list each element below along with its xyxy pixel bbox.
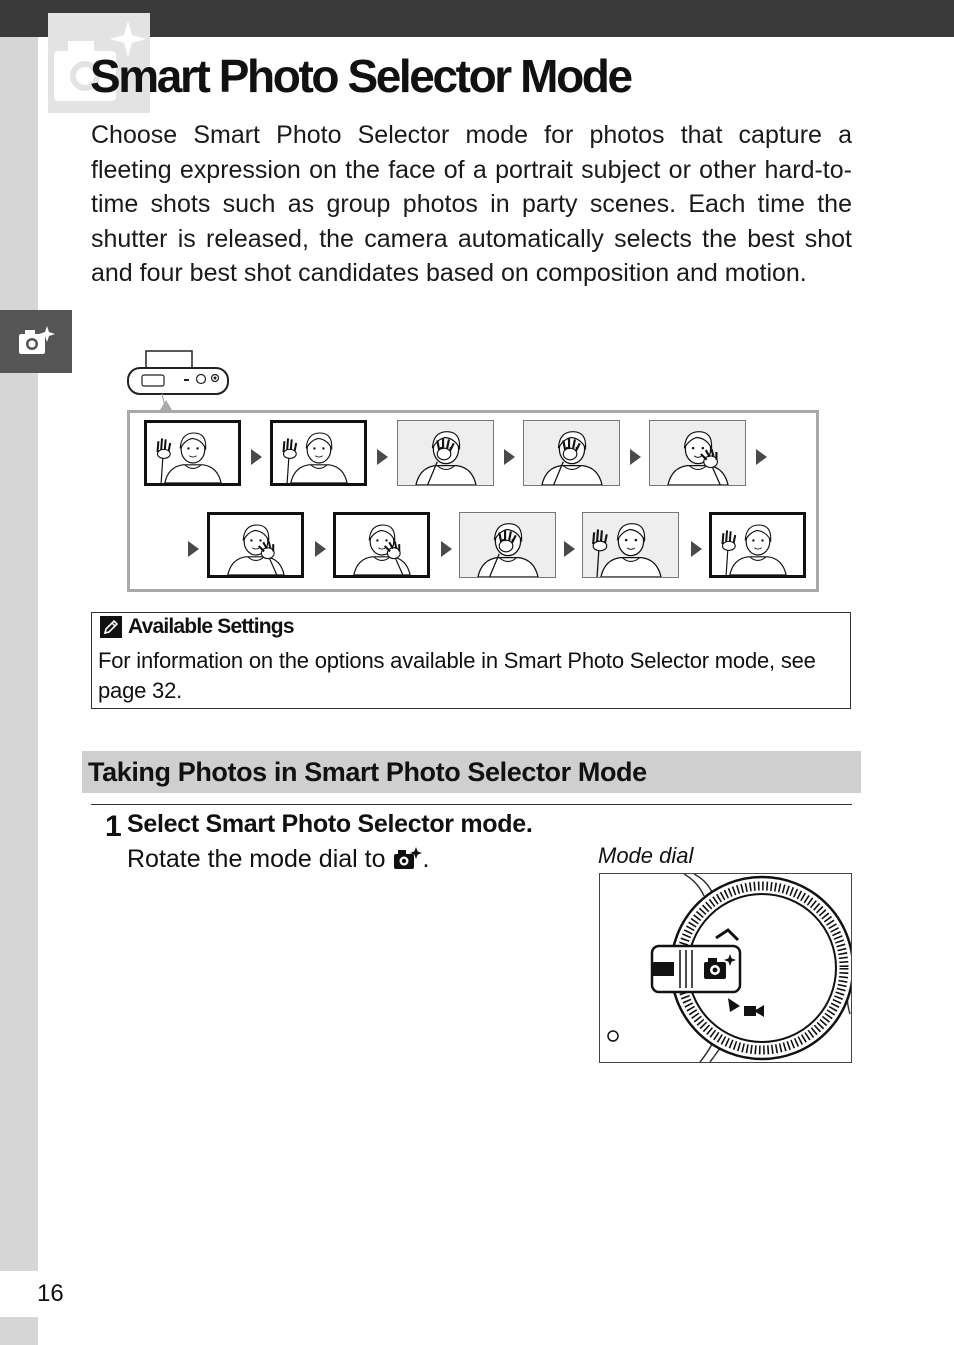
row2-frame-5-selected — [709, 512, 806, 578]
sequence-arrow-icon — [315, 541, 326, 557]
sequence-arrow-icon — [630, 449, 641, 465]
sequence-arrow-icon — [504, 449, 515, 465]
row2-frame-3-candidate — [459, 512, 556, 578]
capture-sequence-diagram — [127, 410, 819, 592]
step-number: 1 — [105, 810, 121, 843]
intro-paragraph: Choose Smart Photo Selector mode for photos that capture a fleeting expression on the face of a portrait subject or other hard-to-time shots such as group photos in party scenes. Each time the shutter is released, the camera automatically selects the best shot and four best shot candidates based on composition and motion. — [91, 121, 852, 288]
sequence-arrow-icon — [377, 449, 388, 465]
row1-frame-1-selected — [144, 420, 241, 486]
step-body — [127, 843, 429, 875]
row1-frame-4-candidate — [523, 420, 620, 486]
section-rule — [91, 804, 852, 805]
step-title: Select Smart Photo Selector mode. — [127, 810, 533, 838]
section-title: Taking Photos in Smart Photo Selector Mode — [88, 757, 647, 787]
smart-photo-selector-icon — [16, 324, 56, 360]
sequence-arrow-icon — [564, 541, 575, 557]
note-text: For information on the options available in Smart Photo Selector mode, see page 32. — [98, 648, 816, 703]
sequence-arrow-icon — [691, 541, 702, 557]
sequence-arrow-icon — [441, 541, 452, 557]
left-margin-strip — [0, 37, 38, 1271]
pencil-icon — [100, 616, 122, 638]
left-margin-strip-bottom — [0, 1317, 38, 1345]
mode-dial-illustration — [599, 873, 852, 1063]
row1-frame-2-selected — [270, 420, 367, 486]
row2-frame-1-selected — [207, 512, 304, 578]
note-header — [100, 615, 294, 639]
note-title: Available Settings — [128, 615, 294, 638]
available-settings-note — [91, 612, 851, 709]
row2-frame-2-selected — [333, 512, 430, 578]
sequence-arrow-icon — [756, 449, 767, 465]
step-body-text: Rotate the mode dial to — [127, 845, 386, 873]
page-title: Smart Photo Selector Mode — [90, 50, 631, 102]
page-number: 16 — [37, 1280, 64, 1307]
chapter-tab[interactable] — [0, 310, 72, 373]
smart-photo-selector-icon — [393, 846, 423, 872]
row1-frame-3-candidate — [397, 420, 494, 486]
step-body-end: . — [422, 845, 430, 873]
sequence-arrow-icon — [188, 541, 199, 557]
row2-frame-4-candidate — [582, 512, 679, 578]
sequence-arrow-icon — [251, 449, 262, 465]
section-header — [82, 751, 861, 793]
mode-dial-caption: Mode dial — [598, 843, 694, 868]
row1-frame-5-candidate — [649, 420, 746, 486]
camera-top-view-icon — [122, 348, 234, 419]
